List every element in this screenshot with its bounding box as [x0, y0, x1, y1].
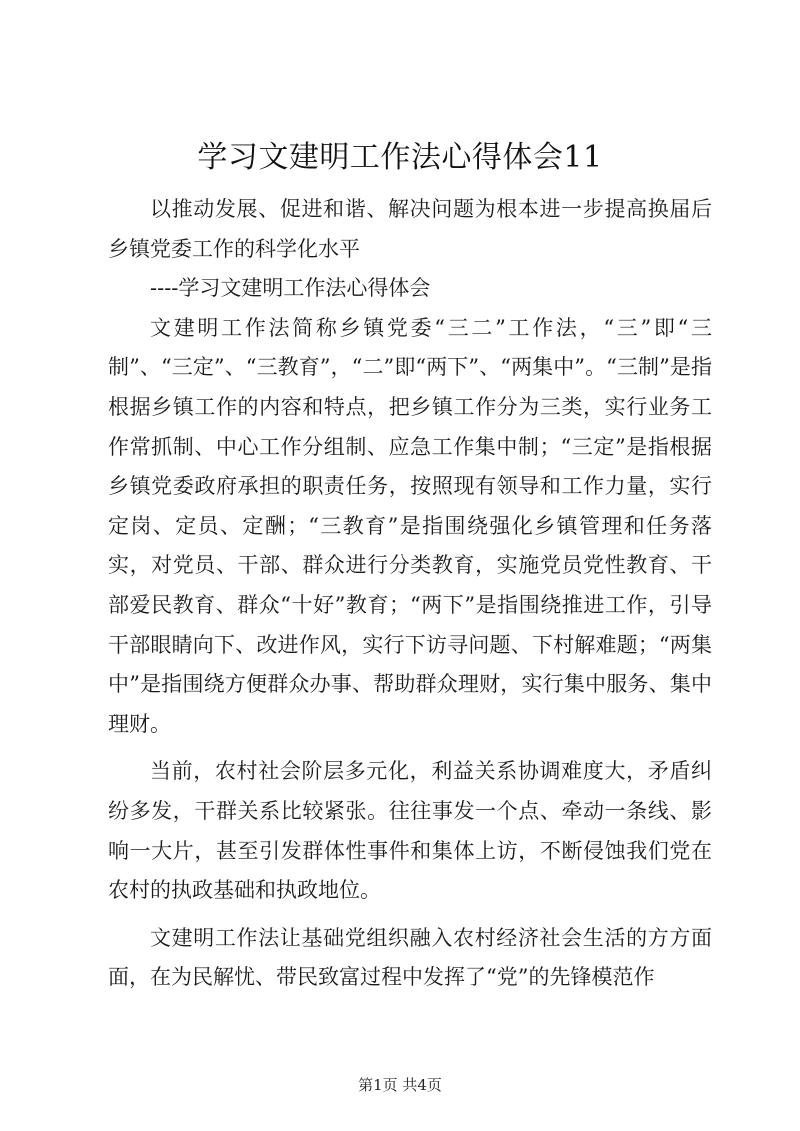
paragraph-byline: ----学习文建明工作法心得体会 [150, 276, 431, 301]
paragraph-method-effect: 文建明工作法让基础党组织融入农村经济社会生活的方方面面，在为民解忧、带民致富过程中发挥了“党”的先锋模范作 [108, 925, 712, 990]
paragraph-method-intro: 文建明工作法简称乡镇党委“三二”工作法，“三”即“三制”、“三定”、“三教育”，“二”即“两下”、“两集中”。“三制”是指根据乡镇工作的内容和特点，把乡镇工作分为三类，实行业务工作常抓制、中心工作分组制、应急工作集中制；“三定”是指根据乡镇党委政府承担的职责任务，按照现有领导和工作力量，实行定岗、定员、定酬；“三教育”是指围绕强化乡镇管理和任务落实，对党员、干部、群众进行分类教育，实施党员党性教育、干部爱民教育、群众“十好”教育；“两下”是指围绕推进工作，引导干部眼睛向下、改进作风，实行下访寻问题、下村解难题；“两集中”是指围绕方便群众办事、帮助群众理财，实行集中服务、集中理财。 [108, 315, 712, 736]
paragraph-subtitle: 以推动发展、促进和谐、解决问题为根本进一步提高换届后乡镇党委工作的科学化水平 [108, 197, 712, 261]
document-title: 学习文建明工作法心得体会11 [197, 140, 603, 175]
document-body [108, 190, 712, 998]
paragraph-current-situation: 当前，农村社会阶层多元化，利益关系协调难度大，矛盾纠纷多发，干群关系比较紧张。往往事发一个点、牵动一条线、影响一大片，甚至引发群体性事件和集体上访，不断侵蚀我们党在农村的执政基础和执政地位。 [108, 759, 712, 903]
page-number-footer: 第1页 共4页 [358, 1076, 442, 1094]
